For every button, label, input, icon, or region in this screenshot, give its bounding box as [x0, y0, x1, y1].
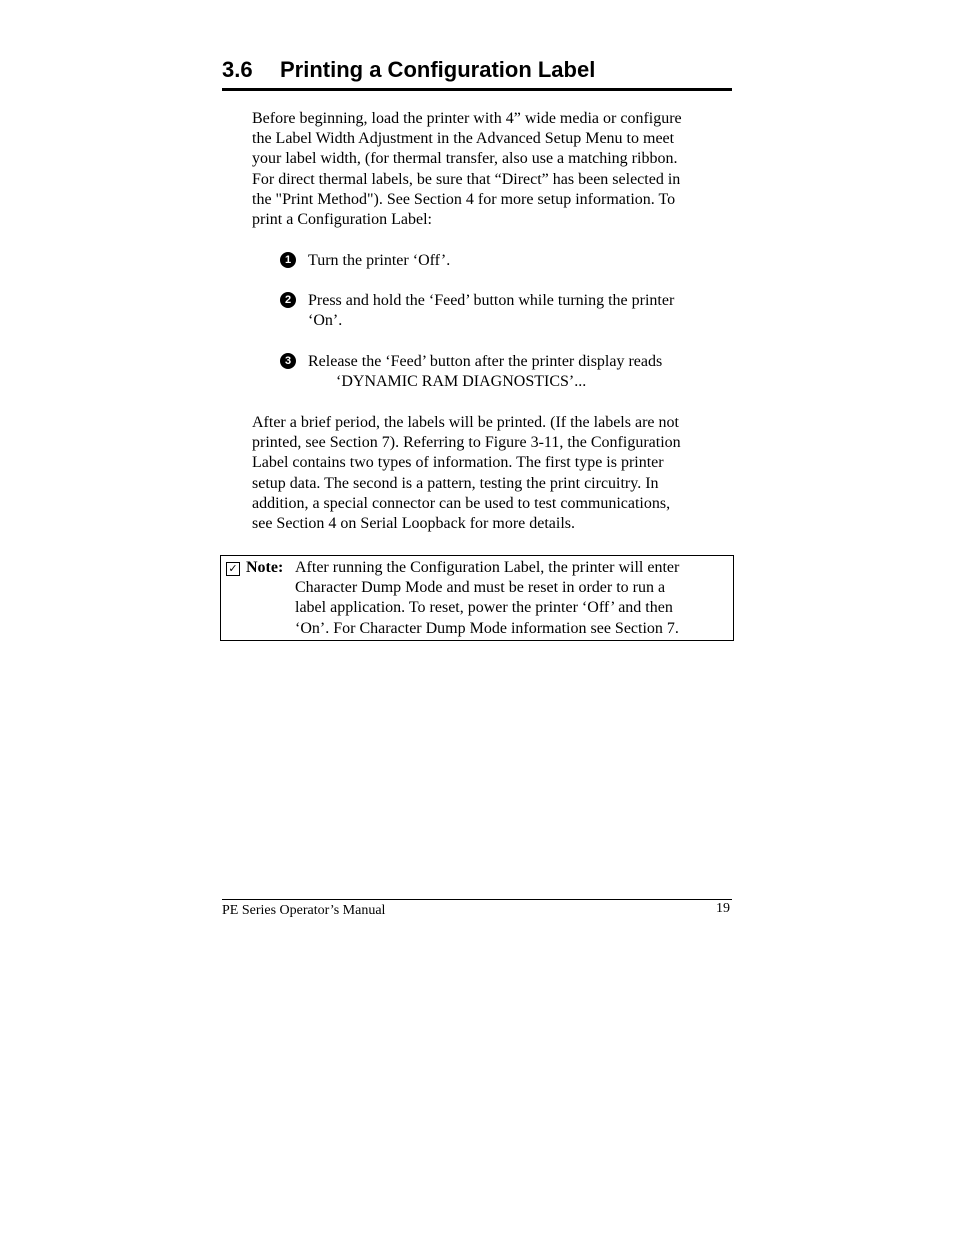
- text-line: ‘On’. For Character Dump Mode information see Section 7.: [295, 619, 679, 637]
- checkbox-checked-icon: ✓: [226, 562, 240, 576]
- text-line: Release the ‘Feed’ button after the printer display reads: [308, 353, 663, 370]
- text-line: the "Print Method"). See Section 4 for more setup information. To: [252, 190, 676, 208]
- note-box: [220, 555, 734, 641]
- text-line: ‘On’.: [308, 312, 343, 330]
- results-paragraph: [252, 413, 722, 534]
- step-text: [308, 352, 662, 392]
- text-line: your label width, (for thermal transfer, also use a matching ribbon.: [252, 150, 678, 168]
- text-line: Before beginning, load the printer with 4” wide media or configure: [252, 110, 682, 127]
- section-title: Printing a Configuration Label: [280, 57, 596, 82]
- text-line: After a brief period, the labels will be printed. (If the labels are not: [252, 414, 679, 431]
- text-line: For direct thermal labels, be sure that “Direct” has been selected in: [252, 170, 681, 188]
- text-line: After running the Configuration Label, the printer will enter: [295, 559, 680, 576]
- text-line: ‘DYNAMIC RAM DIAGNOSTICS’...: [336, 373, 587, 391]
- text-line: setup data. The second is a pattern, testing the print circuitry. In: [252, 474, 659, 492]
- text-line: label application. To reset, power the printer ‘Off’ and then: [295, 599, 673, 617]
- step-text: [308, 291, 674, 331]
- text-line: Press and hold the ‘Feed’ button while turning the printer: [308, 292, 675, 309]
- text-line: print a Configuration Label:: [252, 211, 432, 229]
- footer-page-number: 19: [716, 901, 730, 916]
- note-body: [295, 558, 679, 639]
- step-number-1-icon: 1: [280, 252, 296, 268]
- text-line: printed, see Section 7). Referring to Figure 3-11, the Configuration: [252, 434, 681, 452]
- footer-divider: [222, 899, 732, 900]
- text-line: addition, a special connector can be used to test communications,: [252, 494, 671, 512]
- note-label: Note:: [246, 559, 284, 576]
- text-line: Character Dump Mode and must be reset in order to run a: [295, 579, 666, 597]
- step-text: [308, 251, 450, 271]
- step-number-2-icon: 2: [280, 292, 296, 308]
- section-heading: [222, 54, 732, 91]
- text-line: the Label Width Adjustment in the Advanced Setup Menu to meet: [252, 130, 675, 148]
- text-line: Turn the printer ‘Off’.: [308, 252, 451, 269]
- footer-manual-title: PE Series Operator’s Manual: [222, 903, 386, 918]
- intro-paragraph: [252, 109, 722, 230]
- text-line: see Section 4 on Serial Loopback for more details.: [252, 515, 576, 533]
- step-number-3-icon: 3: [280, 353, 296, 369]
- section-number: 3.6: [222, 57, 253, 82]
- text-line: Label contains two types of information. The first type is printer: [252, 454, 664, 472]
